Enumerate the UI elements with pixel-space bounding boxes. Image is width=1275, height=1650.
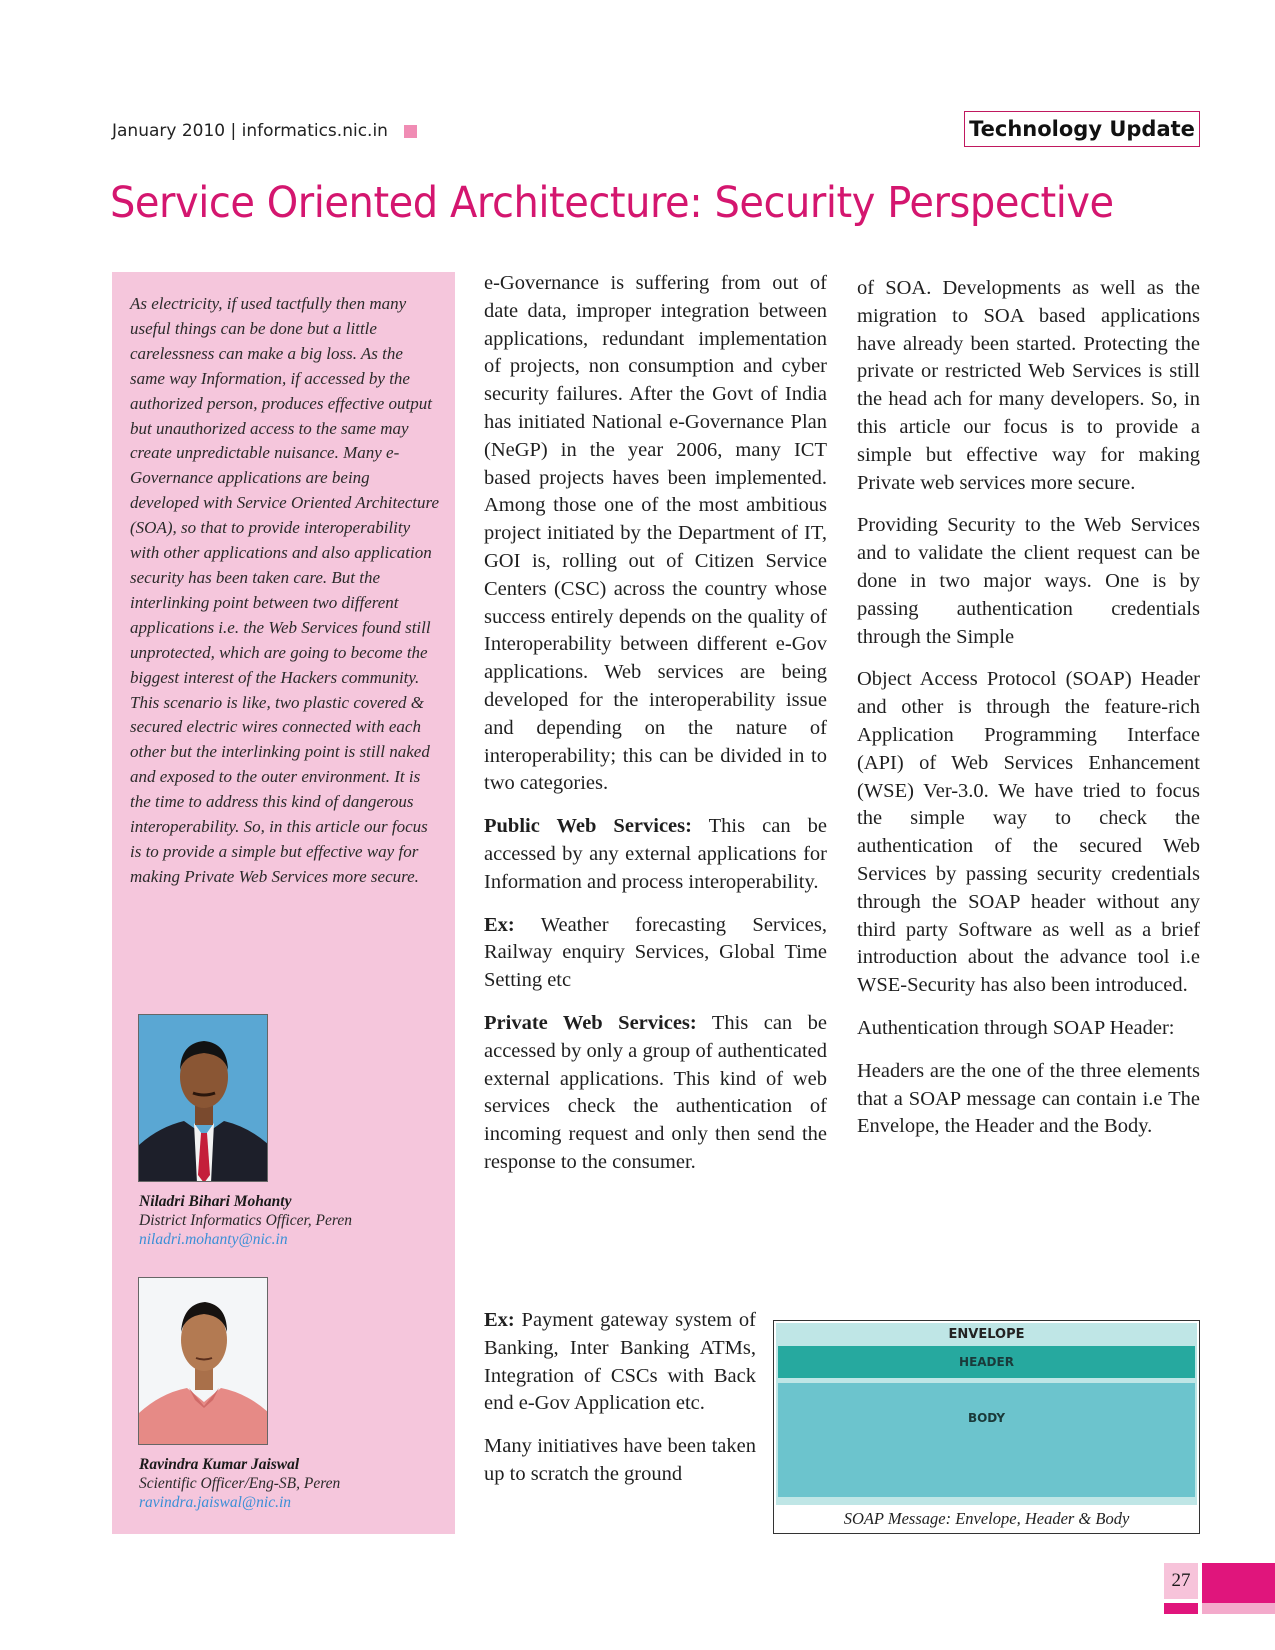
page-number: 27 (1164, 1563, 1198, 1599)
paragraph-public-services: Public Web Services: This can be accessed by any external applications for Information and process interoperability. (484, 815, 827, 893)
subheading: Authentication through SOAP Header: (857, 1016, 1175, 1039)
soap-body (778, 1383, 1195, 1497)
body-label: BODY (967, 1411, 1006, 1425)
author-1 (139, 1192, 449, 1249)
section-label: Technology Update (964, 111, 1200, 147)
article-title: Service Oriented Architecture: Security Perspective (110, 178, 1114, 228)
paragraph-example-2: Ex: Payment gateway system of Banking, Inter Banking ATMs, Integration of CSCs with Back end e-Gov Application etc. (484, 1309, 756, 1415)
author-email[interactable]: niladri.mohanty@nic.in (139, 1231, 288, 1248)
author-name: Niladri Bihari Mohanty (139, 1193, 292, 1210)
pink-square-icon (404, 125, 417, 138)
paragraph: e-Governance is suffering from out of date data, improper integration between applications, redundant implementation of projects, non consumption and cyber security failures. After the Govt of India has initiated National e-Governance Plan (NeGP) in the year 2006, many ICT based projects haves been implemented. Among those one of the most ambitious project initiated by the Department of IT, GOI is, rolling out of Citizen Service Centers (CSC) across the country whose success entirely depends on the quality of Interoperability between different e-Gov applications. Web services are being developed for the interoperability issue and depending on the nature of interoperability; this can be divided in to two categories. (484, 272, 827, 795)
author-role: Scientific Officer/Eng-SB, Peren (139, 1475, 341, 1492)
soap-envelope (776, 1323, 1197, 1505)
paragraph: Object Access Protocol (SOAP) Header and other is through the feature-rich Application Programming Interface (API) of Web Services Enhancement (WSE) Ver-3.0. We have tried to focus the simple way to check the authentication of the secured Web Services by passing security credentials through the SOAP header without any third party Software as well as a brief introduction about the advance tool i.e WSE-Security has also been introduced. (857, 668, 1200, 997)
author-email[interactable]: ravindra.jaiswal@nic.in (139, 1494, 292, 1511)
paragraph: of SOA. Developments as well as the migration to SOA based applications have already been started. Protecting the private or restricted Web Services is still the head ach for many developers. So, in this article our focus is to provide a simple but effective way for making Private web services more secure. (857, 277, 1200, 494)
corner-strip-light (1202, 1603, 1275, 1614)
author-name: Ravindra Kumar Jaiswal (139, 1456, 300, 1473)
corner-strip (1164, 1603, 1198, 1614)
body-column-2 (484, 270, 827, 1192)
issue-header (112, 121, 417, 141)
term-label: Private Web Services: (484, 1011, 697, 1034)
author-role: District Informatics Officer, Peren (139, 1212, 352, 1229)
figure-caption: SOAP Message: Envelope, Header & Body (843, 1509, 1130, 1528)
author-photo-2 (138, 1277, 268, 1445)
person-photo-icon (139, 1278, 268, 1445)
paragraph-example-1: Ex: Weather forecasting Services, Railway enquiry Services, Global Time Setting etc (484, 913, 827, 992)
paragraph-private-services: Private Web Services: This can be accessed by only a group of authenticated external applications. This kind of web services check the authentication of incoming request and only then send the response to the consumer. (484, 1011, 827, 1173)
term-label: Ex: (484, 913, 515, 936)
paragraph: Many initiatives have been taken up to scratch the ground (484, 1435, 756, 1485)
paragraph: Providing Security to the Web Services and to validate the client request can be done in two major ways. One is by passing authentication credentials through the Simple (857, 514, 1200, 648)
term-label: Ex: (484, 1309, 515, 1331)
header-label: HEADER (959, 1355, 1014, 1369)
author-2 (139, 1455, 449, 1512)
body-column-3 (857, 275, 1200, 1156)
person-photo-icon (139, 1015, 268, 1182)
soap-message-figure (773, 1320, 1200, 1534)
abstract: As electricity, if used tactfully then many useful things can be done but a little carelessness can make a big loss. As the same way Information, if accessed by the authorized person, produces effective output but unauthorized access to the same may create unpredictable nuisance. Many e-Governance applications are being developed with Service Oriented Architecture (SOA), so that to provide interoperability with other applications and also application security has been taken care. But the interlinking point between two different applications i.e. the Web Services found still unprotected, which are going to become the biggest interest of the Hackers community. This scenario is like, two plastic covered & secured electric wires connected with each other but the interlinking point is still naked and exposed to the outer environment. It is the time to address this kind of dangerous interoperability. So, in this article our focus is to provide a simple but effective way for making Private Web Services more secure. (130, 294, 440, 886)
paragraph: Headers are the one of the three elements that a SOAP message can contain i.e The Envelope, the Header and the Body. (857, 1059, 1200, 1138)
term-label: Public Web Services: (484, 815, 692, 838)
sidebar (112, 272, 455, 1534)
envelope-label: ENVELOPE (948, 1327, 1025, 1342)
soap-header (778, 1346, 1195, 1378)
author-photo-1 (138, 1014, 268, 1182)
issue-date-site: January 2010 | informatics.nic.in (112, 121, 388, 141)
body-column-2-lower (484, 1307, 756, 1504)
